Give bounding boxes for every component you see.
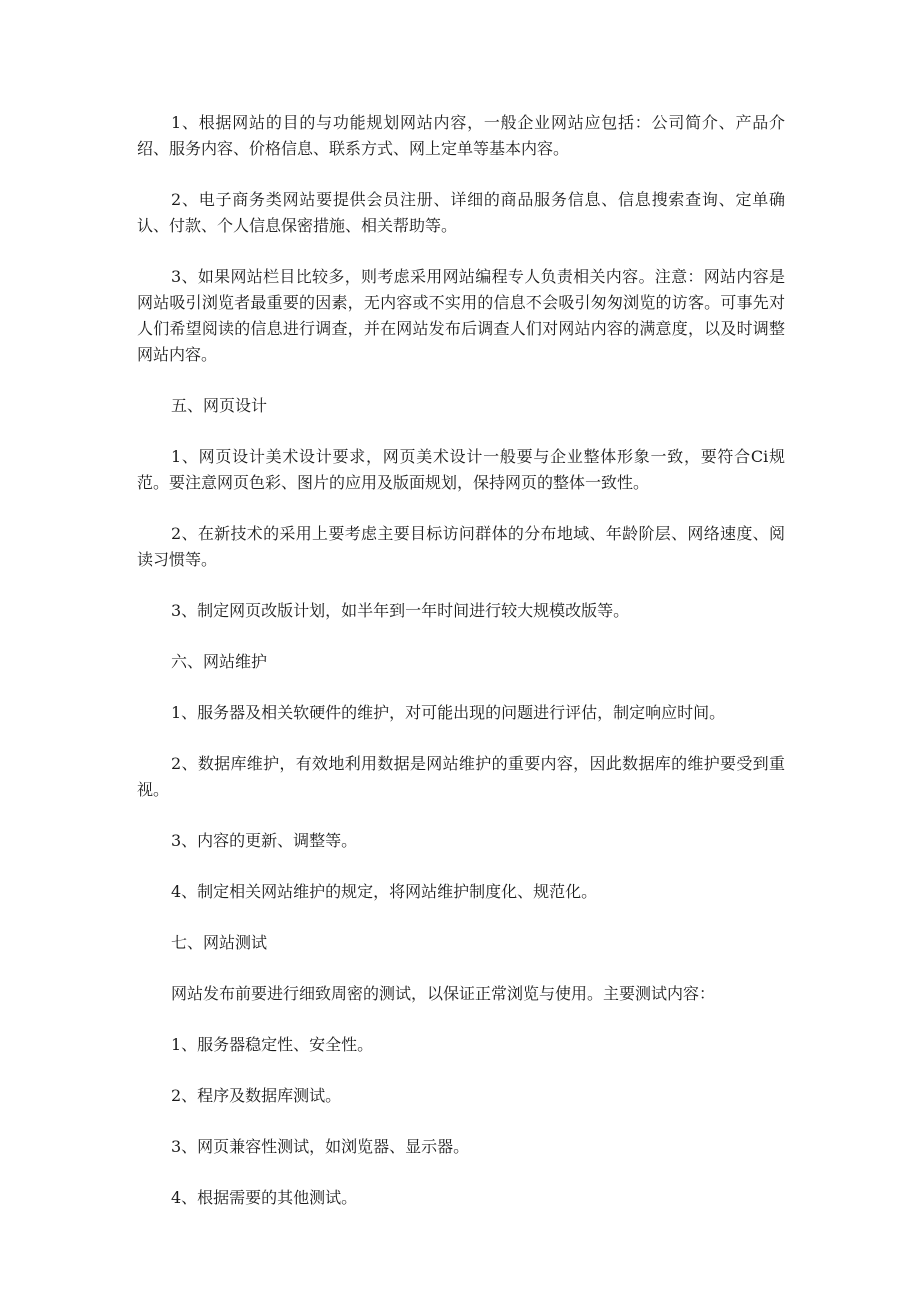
paragraph-database-maintenance: 2、数据库维护，有效地利用数据是网站维护的重要内容，因此数据库的维护要受到重视。 (137, 754, 785, 799)
paragraph-content-owner: 3、如果网站栏目比较多，则考虑采用网站编程专人负责相关内容。注意：网站内容是网站吸引浏览者最重要的因素，无内容或不实用的信息不会吸引匆匆浏览的访客。可事先对人们希望阅读的信息进行调查，并在网站发布后调查人们对网站内容的满意度，以及时调整网站内容。 (137, 267, 785, 364)
paragraph-maintenance-rules: 4、制定相关网站维护的规定，将网站维护制度化、规范化。 (171, 882, 598, 901)
paragraph-new-tech: 2、在新技术的采用上要考虑主要目标访问群体的分布地域、年龄阶层、网络速度、阅读习惯等。 (137, 524, 785, 569)
paragraph-redesign-plan: 3、制定网页改版计划，如半年到一年时间进行较大规模改版等。 (171, 601, 630, 620)
paragraph-server-maintenance: 1、服务器及相关软硬件的维护，对可能出现的问题进行评估，制定响应时间。 (171, 703, 726, 722)
paragraph-testing-intro: 网站发布前要进行细致周密的测试，以保证正常浏览与使用。主要测试内容： (171, 984, 716, 1003)
paragraph-test-server: 1、服务器稳定性、安全性。 (171, 1035, 374, 1054)
paragraph-content-update: 3、内容的更新、调整等。 (171, 831, 358, 850)
paragraph-test-database: 2、程序及数据库测试。 (171, 1086, 342, 1105)
section-heading-maintenance: 六、网站维护 (171, 652, 268, 671)
document-page (137, 110, 785, 1236)
paragraph-art-design: 1、网页设计美术设计要求，网页美术设计一般要与企业整体形象一致，要符合Ci规范。要注意网页色彩、图片的应用及版面规划，保持网页的整体一致性。 (137, 447, 785, 492)
section-heading-testing: 七、网站测试 (171, 933, 268, 952)
paragraph-test-other: 4、根据需要的其他测试。 (171, 1188, 358, 1207)
section-heading-web-design: 五、网页设计 (171, 396, 268, 415)
paragraph-test-compatibility: 3、网页兼容性测试，如浏览器、显示器。 (171, 1137, 470, 1156)
paragraph-content-planning: 1、根据网站的目的与功能规划网站内容，一般企业网站应包括：公司简介、产品介绍、服务内容、价格信息、联系方式、网上定单等基本内容。 (137, 113, 785, 158)
paragraph-ecommerce: 2、电子商务类网站要提供会员注册、详细的商品服务信息、信息搜索查询、定单确认、付款、个人信息保密措施、相关帮助等。 (137, 190, 785, 235)
